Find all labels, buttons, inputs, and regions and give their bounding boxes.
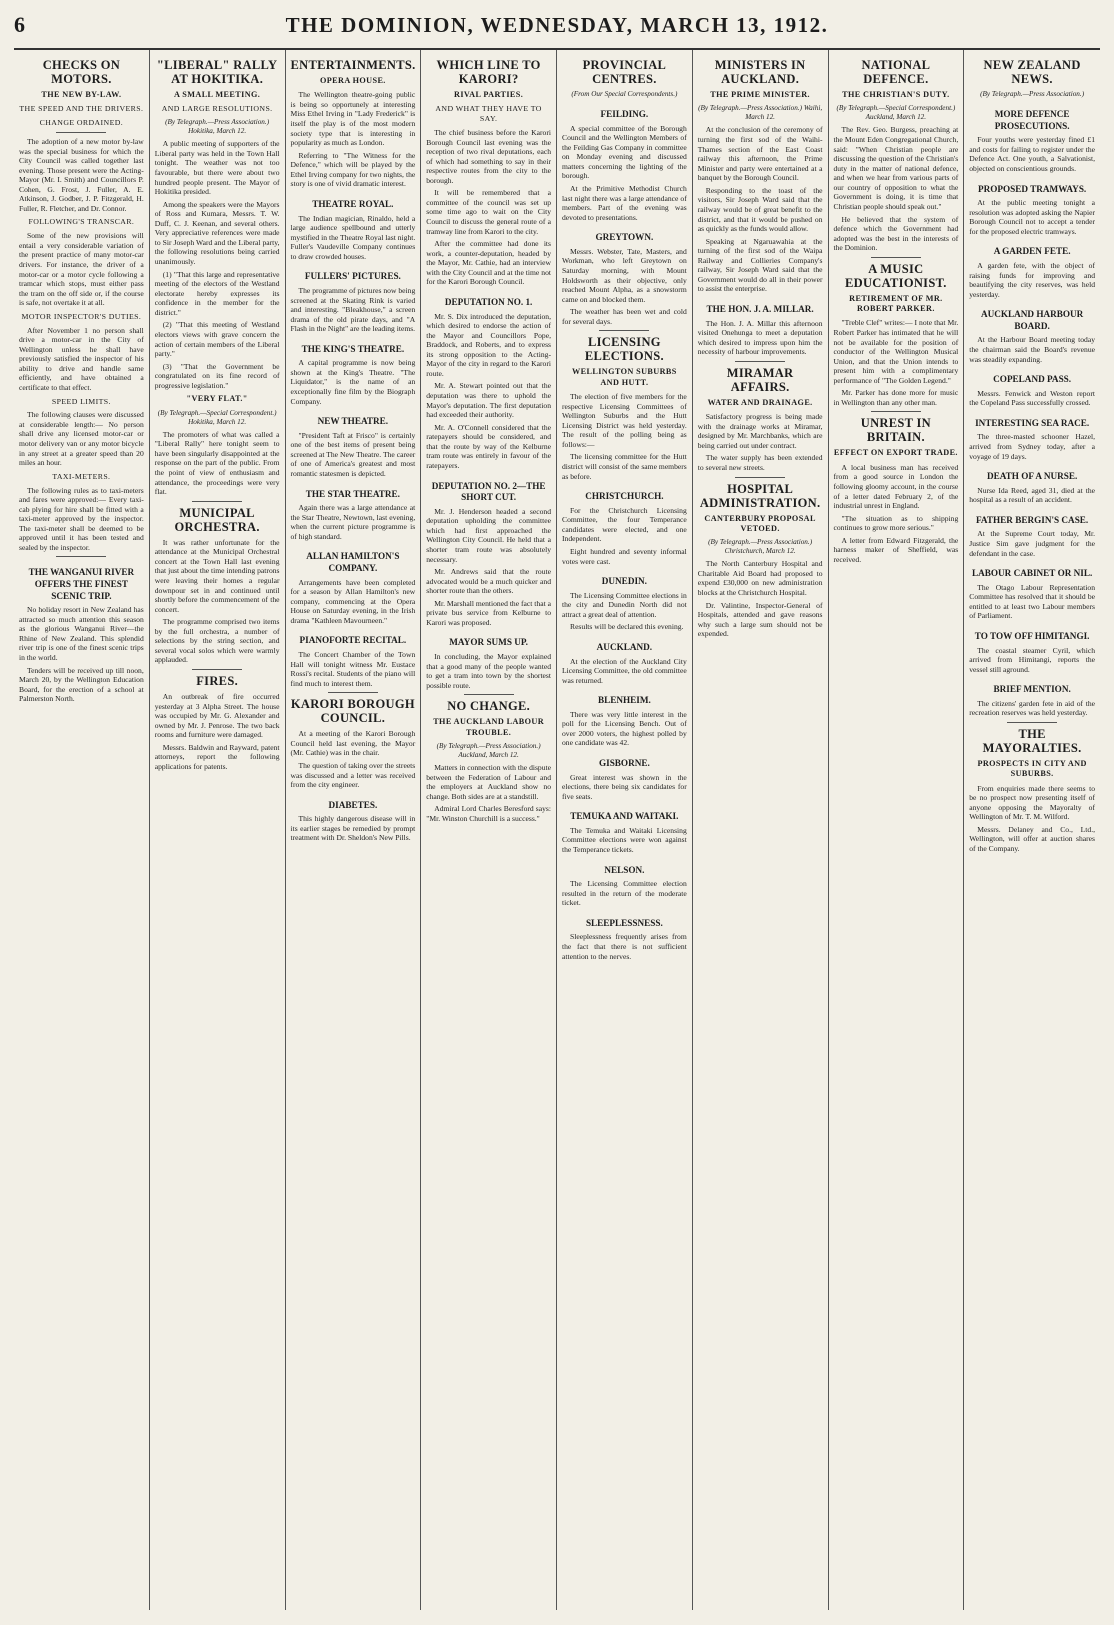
paragraph: The Licensing Committee election resulted in the return of the moderate ticket.: [562, 879, 687, 908]
paragraph: A garden fete, with the object of raising funds for improving and beautifying the city reserves, was held yesterday.: [969, 260, 1095, 299]
paragraph-subhead: SPEED LIMITS.: [51, 396, 111, 406]
column-6: [693, 50, 829, 1610]
paragraph: No holiday resort in New Zealand has attracted so much attention this season as the glorious Wanganui River—the Rhine of New Zealand. This splendid river trip is one of the finest scenic trips in the world.: [19, 605, 144, 663]
article-heading: MAYOR SUMS UP.: [449, 637, 528, 648]
article-heading: A GARDEN FETE.: [993, 246, 1071, 257]
column-2: [150, 50, 286, 1610]
paragraph: (1) "That this large and representative meeting of the electors of the Westland electorate hereby expresses its confidence in the member for the district.": [154, 269, 280, 317]
article-heading: ALLAN HAMILTON'S COMPANY.: [306, 551, 400, 574]
article-heading: DIABETES.: [328, 799, 378, 810]
article-heading: INTERESTING SEA RACE.: [975, 417, 1090, 428]
paragraph: A local business man has received from a good source in London the following gloomy account, in the course of a letter dated February 2, of the industrial unrest in England.: [833, 462, 959, 511]
paragraph: "The situation as to shipping continues to grow more serious.": [833, 513, 959, 533]
paragraph: At the public meeting tonight a resolution was adopted asking the Napier Borough Council not to accept a tender for the proposed electric tramways.: [969, 198, 1095, 236]
paragraph: The programme of pictures now being screened at the Skating Rink is varied and interesting. "Bleakhouse," a screen drama of the old pirate days, and "A Flash in the Night" are the leading items.: [290, 285, 416, 334]
paragraph: "President Taft at Frisco" is certainly one of the best items of present being screened at The New Theatre. The career of one of America's greatest and most romantic statesmen is depicted.: [290, 430, 416, 479]
article-heading: LABOUR CABINET OR NIL.: [971, 568, 1093, 579]
paragraph: The North Canterbury Hospital and Charitable Aid Board had proposed to expend £30,000 on new administration blocks at the Christchurch Hospital.: [697, 559, 823, 598]
headline: WHICH LINE TO KARORI?: [436, 58, 541, 86]
paragraph: Referring to "The Witness for the Defence," which will be played by the Ethel Irving company for two nights, the story is one of vivid dramatic interest.: [290, 150, 416, 189]
paragraph: Speaking at Ngaruawahia at the turning of the first sod of the Waipa Railway and Collieries Company's railway, Sir Joseph Ward said that the Government would do all in their power to assist the enterprise.: [697, 236, 823, 294]
subhead: WELLINGTON SUBURBS AND HUTT.: [572, 367, 677, 387]
article-heading: FULLERS' PICTURES.: [304, 271, 401, 282]
article-heading: CHRISTCHURCH.: [585, 491, 664, 502]
headline: PROVINCIAL CENTRES.: [582, 58, 667, 86]
paragraph: Some of the new provisions will entail a very considerable variation of the present practice of many motor-car drivers. For instance, the driver of a motor-car or a motor cycle following a tramcar which stops, must either pass the tram on the off side or, if the course is safe, not overtake it at all.: [19, 231, 144, 308]
paragraph: The adoption of a new motor by-law was the special business for which the City Council was called together last evening. Those present were the Acting-Mayor (Mr. I. Smith) and Councillors P. Cohen, G. Frost, J. Fuller, A. E. Atkinson, J. Godber, J. P. Fitzgerald, H. Fuller, R. Fletcher, and Dr. Connor.: [19, 136, 144, 213]
paragraph: Mr. J. Henderson headed a second deputation upholding the committee which had first approached the Wellington City Council. He held that a shorter tram route was absolutely necessary.: [426, 506, 551, 564]
paragraph: Mr. Marshall mentioned the fact that a private bus service from Kelburne to Karori was proposed.: [426, 598, 551, 627]
paragraph: At the Supreme Court today, Mr. Justice Sim gave judgment for the defendant in the case.: [969, 529, 1095, 558]
paragraph: The question of taking over the streets was discussed and a letter was received from the city engineer.: [290, 760, 416, 790]
headline: ENTERTAINMENTS.: [290, 58, 416, 72]
paragraph: The weather has been wet and cold for several days.: [562, 307, 687, 326]
paragraph: Tenders will be received up till noon, March 20, by the Wellington Education Board, for the erection of a school at Palmerston North.: [19, 665, 144, 704]
subhead: WATER AND DRAINAGE.: [707, 397, 813, 407]
subhead: A SMALL MEETING.: [174, 90, 261, 99]
paragraph: Responding to the toast of the visitors, Sir Joseph Ward said that the railway would be of great benefit to the district, and that it would be pushed on as quickly as the funds would allow.: [697, 185, 823, 234]
headline: CHECKS ON MOTORS.: [42, 58, 121, 86]
paragraph: Mr. Parker has done more for music in Wellington than any other man.: [833, 388, 959, 407]
subhead: THE AUCKLAND LABOUR TROUBLE.: [433, 717, 545, 737]
paragraph: Dr. Valintine, Inspector-General of Hospitals, attended and gave reasons why such a large sum should not be expended.: [697, 600, 823, 639]
article-heading: DEATH OF A NURSE.: [986, 471, 1078, 482]
section-headline: A MUSIC EDUCATIONIST.: [845, 261, 947, 290]
subhead: OPERA HOUSE.: [319, 76, 386, 85]
article-heading: THE STAR THEATRE.: [305, 488, 400, 499]
article-heading: FATHER BERGIN'S CASE.: [976, 514, 1089, 525]
page-number: 6: [14, 12, 25, 37]
headline: MINISTERS IN AUCKLAND.: [714, 58, 806, 86]
article-heading: DEPUTATION NO. 1.: [444, 296, 533, 307]
paragraph: The Concert Chamber of the Town Hall will tonight witness Mr. Eustace Rossi's recital. Students of the piano will find much to interest them.: [290, 650, 416, 688]
paragraph: The programme comprised two items by the full orchestra, a number of selections by the string section, and several vocal solos which were warmly applauded.: [154, 617, 280, 665]
paragraph: At the election of the Auckland City Licensing Committee, the old committee was returned.: [562, 656, 687, 685]
subhead: THE CHRISTIAN'S DUTY.: [842, 90, 950, 99]
paragraph: Sleeplessness frequently arises from the fact that there is not sufficient attention to the nerves.: [562, 932, 687, 961]
byline: (By Telegraph.—Press Association.) Auckland, March 12.: [436, 741, 541, 760]
paragraph: Admiral Lord Charles Beresford says: "Mr. Winston Churchill is a success.": [426, 804, 551, 823]
paragraph-subhead: FOLLOWING'S TRANSCAR.: [28, 217, 135, 227]
paragraph: In concluding, the Mayor explained that a good many of the people wanted to get a tram into town by the shortest possible route.: [426, 652, 551, 690]
article-heading: DEPUTATION NO. 2—THE SHORT CUT.: [431, 480, 546, 503]
headline: "LIBERAL" RALLY AT HOKITIKA.: [156, 58, 278, 86]
column-7: [829, 50, 965, 1610]
paragraph: A capital programme is now being shown at the King's Theatre. "The Liquidator," is the name of an exceptionally fine film by the Biograph Company.: [290, 358, 416, 406]
paragraph: A public meeting of supporters of the Liberal party was held in the Town Hall tonight. The weather was not too favourable, but there were about two hundred people present. The Mayor of Hokitika presided.: [154, 139, 280, 197]
columns: [14, 50, 1100, 1610]
paragraph: The coastal steamer Cyril, which arrived from Himitangi, reports the vessel still aground.: [969, 645, 1095, 674]
paragraph: The Otago Labour Representation Committee has resolved that it should be entitled to at least two Labour members of Parliament.: [969, 582, 1095, 621]
paragraph: Results will be declared this evening.: [570, 622, 684, 632]
article-heading: COPELAND PASS.: [993, 374, 1072, 385]
paragraph: The Licensing Committee elections in the city and Dunedin North did not attract a great deal of attention.: [562, 590, 687, 619]
subhead: EFFECT ON EXPORT TRADE.: [833, 448, 958, 458]
paragraph: Great interest was shown in the elections, there being six candidates for five seats.: [562, 772, 687, 801]
paragraph: For the Christchurch Licensing Committee, the four Temperance candidates were elected, and one Independent.: [562, 505, 687, 544]
subhead: THE SPEED AND THE DRIVERS.: [19, 104, 144, 114]
subhead: AND WHAT THEY HAVE TO SAY.: [435, 104, 542, 124]
paragraph: The following rules as to taxi-meters and fares were approved:— Every taxi-cab plying for hire shall be fitted with a taxi-meter approved by the inspector. The taxi-meter shall be deemed to be approved until it has been tested and sealed by the inspector.: [19, 485, 144, 552]
paragraph: Mr. A. O'Connell considered that the ratepayers should be considered, and that the route by way of the Kelburne tram route was entirely in favour of the ratepayers.: [426, 422, 551, 470]
headline: NATIONAL DEFENCE.: [861, 58, 931, 86]
section-headline: FIRES.: [196, 674, 238, 689]
paragraph: At the conclusion of the ceremony of turning the first sod of the Waihi-Thames section of the East Coast railway this afternoon, the Prime Minister and party were entertained at a banquet by the Borough Council.: [697, 125, 823, 183]
article-heading: TEMUKA AND WAITAKI.: [570, 811, 679, 822]
column-3: [286, 50, 422, 1610]
paragraph: Satisfactory progress is being made with the drainage works at Miramar, designed by Mr. Marchbanks, which are being carried out under contract.: [697, 412, 823, 450]
paragraph: Mr. A. Stewart pointed out that the deputation was there to uphold the Mayor's deputation. The first deputation had exceeded their authority.: [426, 381, 551, 420]
section-headline: MIRAMAR AFFAIRS.: [726, 365, 794, 394]
paragraph: The Rev. Geo. Burgess, preaching at the Mount Eden Congregational Church, said: "When Christian people are discussing the question of the Christian's duty in the matter of national defence, and when we hear from various parts of our country of opposition to what the Government is doing, it is time that Christian people should speak out.": [833, 125, 959, 211]
paragraph: At a meeting of the Karori Borough Council held last evening, the Mayor (Mr. Cathie) was in the chair.: [290, 729, 416, 758]
article-heading: DUNEDIN.: [601, 576, 647, 587]
paragraph-subhead: MOTOR INSPECTOR'S DUTIES.: [21, 311, 142, 321]
byline: (By Telegraph.—Special Correspondent.) Hokitika, March 12.: [157, 408, 277, 426]
paragraph: The Wellington theatre-going public is being so opportunely at interesting Miss Ethel Irving in "Lady Frederick" is itself the play is of the most modern society type that is interesting in popularity as much as London.: [290, 90, 416, 148]
paragraph: Messrs. Delaney and Co., Ltd., Wellington, will offer at auction shares of the Company.: [969, 824, 1095, 853]
section-headline: NO CHANGE.: [447, 699, 531, 714]
byline: (By Telegraph.—Press Association.) Hokitika, March 12.: [165, 118, 270, 136]
subhead: AND LARGE RESOLUTIONS.: [161, 104, 273, 114]
subhead: PROSPECTS IN CITY AND SUBURBS.: [977, 758, 1087, 779]
paragraph: A letter from Edward Fitzgerald, the harness maker of Sheffield, was received.: [833, 535, 959, 564]
paragraph: The water supply has been extended to several new streets.: [697, 453, 823, 472]
paragraph: Eight hundred and seventy informal votes were cast.: [562, 546, 687, 566]
paragraph: This highly dangerous disease will in its earlier stages be remedied by prompt treatment with Dr. Sheldon's New Pills.: [290, 814, 416, 843]
paragraph: Matters in connection with the dispute between the Federation of Labour and the employers at Auckland show no change. Both sides are at a standstill.: [426, 763, 551, 801]
subhead: CANTERBURY PROPOSAL VETOED.: [704, 513, 816, 533]
paragraph: The Hon. J. A. Millar this afternoon visited Onehunga to meet a deputation which desired to impress upon him the necessity of harbour improvements.: [697, 318, 823, 357]
article-heading: BRIEF MENTION.: [993, 684, 1071, 695]
column-4: [421, 50, 557, 1610]
paragraph: The election of five members for the respective Licensing Committees of Wellington Suburbs and the Hutt Licensing District was held yesterday. The result of the polling being as follows:—: [562, 392, 687, 449]
paragraph: He believed that the system of defence which the Government had adopted was the best in the interests of the Dominion.: [833, 214, 959, 253]
paragraph: Messrs. Fenwick and Weston report the Copeland Pass successfully crossed.: [969, 388, 1095, 408]
paragraph: Arrangements have been completed for a season by Allan Hamilton's new company, commencing at the Opera House on Saturday evening, in the Irish drama "Kathleen Mavourneen.": [290, 577, 416, 625]
paragraph: The following clauses were discussed at considerable length:— No person shall drive any licensed motor-car or motor delivery van or any motor bicycle in any street at a greater speed than 20 miles an hour.: [19, 410, 144, 468]
section-headline: HOSPITAL ADMINISTRATION.: [699, 481, 821, 510]
paragraph: From enquiries made there seems to be no prospect now presenting itself of anyone opposing the Mayoralty of Wellington of Mr. T. M. Wilford.: [969, 783, 1095, 822]
paragraph: Again there was a large attendance at the Star Theatre, Newtown, last evening, when the current picture programme is of high standard.: [290, 503, 416, 541]
paragraph: After the committee had done its work, a counter-deputation, headed by the Mayor, Mr. Cathie, had an interview with the City Council and at the time not for the Karori Borough Council.: [426, 239, 551, 287]
paragraph: At the Harbour Board meeting today the chairman said the Board's revenue was steadily expanding.: [969, 335, 1095, 364]
article-heading: NEW THEATRE.: [317, 416, 389, 427]
headline: NEW ZEALAND NEWS.: [983, 58, 1081, 86]
article-heading: THE WANGANUI RIVER OFFERS THE FINEST SCENIC TRIP.: [28, 567, 135, 601]
article-heading: AUCKLAND.: [596, 641, 653, 652]
article-heading: NELSON.: [604, 864, 645, 875]
masthead: [14, 12, 1100, 42]
paragraph: It will be remembered that a committee of the council was set up some time ago to wait on the City Council to discuss the general route of a tramway line from Karori to the city.: [426, 188, 551, 236]
paragraph: The Indian magician, Rinaldo, held a large audience spellbound and utterly mystified in the Theatre Royal last night. Fuller's Vaudeville Company continues to draw crowded houses.: [290, 213, 416, 261]
paragraph: The Temuka and Waitaki Licensing Committee elections were won against the Temperance tickets.: [562, 825, 687, 855]
newspaper-title: THE DOMINION, WEDNESDAY, MARCH 13, 1912.: [285, 13, 829, 37]
paragraph: Four youths were yesterday fined £1 and costs for failing to register under the Defence Act. One youth, a Salvationist, objected on conscientious grounds.: [969, 135, 1095, 173]
paragraph: The licensing committee for the Hutt district will consist of the same members as before.: [562, 452, 687, 481]
article-heading: SLEEPLESSNESS.: [585, 917, 663, 928]
paragraph: A special committee of the Borough Council and the Wellington Members of the Feilding Gas Company in committee on Monday evening and discussed matters concerning the lighting of the borough.: [562, 123, 687, 181]
column-5: [557, 50, 693, 1610]
byline: (From Our Special Correspondents.): [571, 90, 678, 98]
subhead: "VERY FLAT.": [186, 394, 248, 404]
section-headline: LICENSING ELECTIONS.: [584, 335, 664, 364]
article-heading: PROPOSED TRAMWAYS.: [978, 183, 1087, 194]
paragraph: Mr. S. Dix introduced the deputation, which desired to endorse the action of the Mayor and Councillors Pope, Braddock, and Roberts, and to express its strong opposition to the Acting-Mayor of the city in regard to the Karori route.: [426, 311, 551, 378]
paragraph: The chief business before the Karori Borough Council last evening was the reception of two rival deputations, each of which had something to say in their respective routes from the city to the borough.: [426, 127, 551, 185]
paragraph-subhead: TAXI-METERS.: [52, 471, 111, 481]
subhead: RIVAL PARTIES.: [454, 90, 524, 99]
paragraph: (2) "That this meeting of Westland electors views with grave concern the action of certain members of the Liberal party.": [154, 320, 280, 359]
article-heading: GREYTOWN.: [595, 232, 654, 243]
subhead: THE NEW BY-LAW.: [41, 90, 122, 99]
section-headline: UNREST IN BRITAIN.: [860, 416, 931, 445]
paragraph: An outbreak of fire occurred yesterday at 3 Alpha Street. The house was occupied by Mr. G. Alexander and owned by Mr. J. Penrose. The two back rooms and furniture were damaged.: [154, 692, 280, 740]
article-heading: BLENHEIM.: [597, 695, 651, 706]
paragraph: (3) "That the Government be congratulated on its fine record of progressive legislation.": [154, 361, 280, 390]
article-heading: AUCKLAND HARBOUR BOARD.: [980, 309, 1084, 331]
paragraph: The three-masted schooner Hazel, arrived from Sydney today, after a voyage of 19 days.: [969, 432, 1095, 461]
byline: (By Telegraph.—Special Correspondent.) Auckland, March 12.: [836, 104, 956, 122]
paragraph: Messrs. Webster, Tate, Masters, and Workman, who left Greytown on Saturday morning, with Mount Holdsworth as their objective, only reached Mount Alpha, as a snowstorm came on and blocked them.: [562, 246, 687, 304]
subhead: CHANGE ORDAINED.: [39, 118, 124, 128]
article-heading: PIANOFORTE RECITAL.: [299, 635, 407, 646]
article-heading: THEATRE ROYAL.: [312, 198, 394, 209]
article-heading: FEILDING.: [600, 109, 649, 120]
paragraph: It was rather unfortunate for the attendance at the Municipal Orchestral concert at the Town Hall last evening that just about the time intending patrons were leaving their homes a regular downpour set in and continued until shortly before the commencement of the concert.: [154, 537, 280, 614]
subhead: RETIREMENT OF MR. ROBERT PARKER.: [849, 293, 943, 314]
article-heading: MORE DEFENCE PROSECUTIONS.: [994, 109, 1070, 131]
article-heading: TO TOW OFF HIMITANGI.: [974, 630, 1090, 641]
section-headline: KARORI BOROUGH COUNCIL.: [290, 697, 415, 726]
section-headline: MUNICIPAL ORCHESTRA.: [174, 505, 260, 534]
article-heading: THE HON. J. A. MILLAR.: [706, 304, 814, 315]
byline: (By Telegraph.—Press Association.): [980, 90, 1085, 98]
paragraph: Messrs. Baldwin and Rayward, patent attorneys, report the following applications for patents.: [154, 742, 280, 771]
article-heading: GISBORNE.: [598, 758, 650, 769]
paragraph: Nurse Ida Reed, aged 31, died at the hospital as a result of an accident.: [969, 485, 1095, 505]
byline: (By Telegraph.—Press Association.) Waihi, March 12.: [698, 104, 823, 122]
paragraph: The citizens' garden fete in aid of the recreation reserves was held yesterday.: [969, 698, 1095, 718]
byline: (By Telegraph.—Press Association.) Christchurch, March 12.: [708, 538, 813, 556]
column-8: [964, 50, 1100, 1610]
subhead: THE PRIME MINISTER.: [710, 90, 810, 99]
column-1: [14, 50, 150, 1610]
paragraph: The promoters of what was called a "Liberal Rally" here tonight seem to have been singularly disappointed at the response on the part of the public. From the point of view of enthusiasm and attendance, the proceedings were very flat.: [154, 429, 280, 497]
section-headline: THE MAYORALTIES.: [982, 726, 1082, 755]
paragraph: At the Primitive Methodist Church last night there was a large attendance of members. Part of the evening was devoted to presentations.: [562, 184, 687, 222]
paragraph: Among the speakers were the Mayors of Ross and Kumara, Messrs. T. W. Duff, C. J. Keenan, and several others. Very appreciative references were made to Sir Joseph Ward and the Liberal party, the following resolutions being carried unanimously.: [154, 199, 280, 267]
paragraph: After November 1 no person shall drive a motor-car in the City of Wellington unless he shall have previously satisfied the inspector of his ability to drive and handle same efficiently, and have obtained a certificate to that effect.: [19, 325, 144, 392]
article-heading: THE KING'S THEATRE.: [301, 343, 405, 354]
paragraph: "Treble Clef" writes:— I note that Mr. Robert Parker has intimated that he will not be available for the position of conductor of the Wellington Musical Union, and that the Union intends to present him with a complimentary performance of "The Golden Legend.": [833, 318, 959, 385]
paragraph: There was very little interest in the poll for the Licensing Bench. Out of over 2000 voters, the highest polled by one candidate was 42.: [562, 709, 687, 748]
paragraph: Mr. Andrews said that the route advocated would be a much quicker and shorter route than the others.: [426, 567, 551, 596]
